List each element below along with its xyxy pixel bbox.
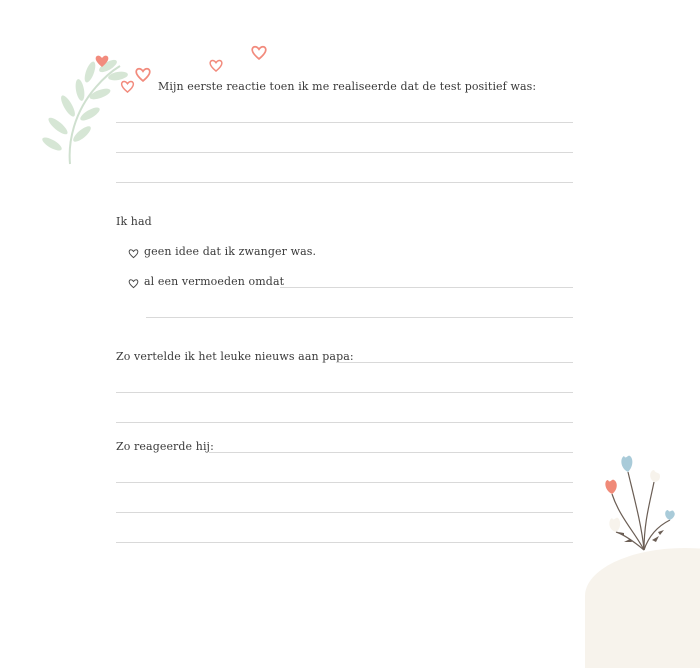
heart-icon bbox=[120, 80, 135, 93]
answer-line[interactable] bbox=[116, 392, 573, 393]
answer-line[interactable] bbox=[116, 482, 573, 483]
answer-line[interactable] bbox=[116, 422, 573, 423]
heart-icon bbox=[250, 45, 268, 60]
prompt-his-reaction: Zo reageerde hij: bbox=[116, 440, 214, 453]
heart-checkbox-icon[interactable] bbox=[128, 248, 139, 259]
prompt-first-reaction: Mijn eerste reactie toen ik me realiseerde dat de test positief was: bbox=[158, 80, 537, 93]
heart-checkbox-icon[interactable] bbox=[128, 278, 139, 289]
answer-line[interactable] bbox=[116, 122, 573, 123]
heading-ik-had: Ik had bbox=[116, 215, 152, 228]
heart-icon bbox=[134, 67, 152, 82]
answer-line[interactable] bbox=[146, 317, 573, 318]
flower-bouquet-icon bbox=[598, 452, 688, 552]
heart-icon bbox=[208, 59, 224, 72]
answer-line[interactable] bbox=[116, 542, 573, 543]
leaf-branch-icon bbox=[38, 52, 128, 170]
answer-line[interactable] bbox=[336, 362, 573, 363]
option-no-idea: geen idee dat ik zwanger was. bbox=[144, 245, 317, 258]
answer-line[interactable] bbox=[280, 287, 573, 288]
answer-line[interactable] bbox=[116, 152, 573, 153]
answer-line[interactable] bbox=[209, 452, 573, 453]
answer-line[interactable] bbox=[116, 182, 573, 183]
prompt-told-papa: Zo vertelde ik het leuke nieuws aan papa: bbox=[116, 350, 354, 363]
cream-mound bbox=[585, 548, 700, 668]
heart-icon bbox=[94, 54, 110, 68]
answer-line[interactable] bbox=[116, 512, 573, 513]
option-suspicion: al een vermoeden omdat bbox=[144, 275, 285, 288]
